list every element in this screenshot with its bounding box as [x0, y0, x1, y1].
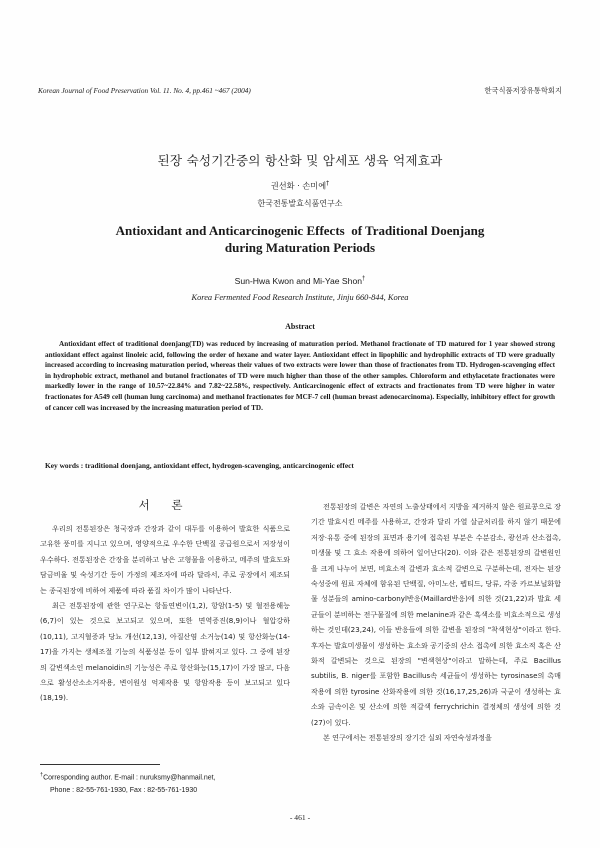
corresponding-mark: † [326, 180, 330, 187]
page-number: - 461 - [289, 813, 311, 822]
society-name: 한국식품저장유통학회지 [484, 86, 562, 95]
paragraph: 우리의 전통된장은 청국장과 간장과 같이 대두를 이용하여 발효한 식품으로 고유한 풍미를 지니고 있으며, 영양적으로 우수한 단백질 공급원으로서 저장성이 우수하다. 전통된장은 간장을 분리하고 남은 고형물을 이용하고, 메주의 발효도와 담금비율 및 숙성기간 등이 가정의 제조자에 따라 달라서, 주로 공장에서 제조되는 종국된장에 비하여 제품에 따라 품질 차이가 많이 나타난다. [40, 524, 290, 595]
footnote [40, 769, 300, 797]
korean-affiliation: 한국전통발효식품연구소 [257, 199, 343, 208]
footnote-email: Corresponding author. E-mail : nuruksmy@hanmail.net, [43, 774, 216, 782]
english-affiliation: Korea Fermented Food Research Institute, Jinju 660-844, Korea [191, 293, 409, 302]
english-title-line1: Antioxidant and Anticarcinogenic Effects of Traditional Doenjang [115, 223, 485, 238]
english-title-line2: during Maturation Periods [224, 240, 376, 255]
footnote-mark: † [40, 772, 44, 778]
section-heading-introduction: 서 론 [138, 498, 192, 512]
footnote-line [40, 769, 300, 784]
journal-citation: Korean Journal of Food Preservation Vol. 11. No. 4, pp.461 ~467 (2004) [38, 86, 251, 95]
english-title [60, 222, 540, 256]
english-authors-names: Sun-Hwa Kwon and Mi-Yae Shon [234, 276, 363, 286]
paragraph: 전통된장의 갈변은 자연의 노출상태에서 지방을 제거하지 않은 원료콩으로 장기간 발효시킨 메주를 사용하고, 간장과 달리 가열 살균처리를 하지 않기 때문에 저장·유통 중에 된장의 표면과 용기에 접촉된 부분은 수분감소, 광선과 산소접촉, 미생물 및 그 효소 작용에 의하여 일어난다(20). 이와 같은 전통된장의 갈변원인을 크게 나누어 보면, 비효소적 갈변과 효소적 갈변으로 구분하는데, 전자는 된장 숙성중에 원료 자체에 함유된 단백질, 아미노산, 펩티드, 당류, 각종 카르보닐화합물 성분들의 amino-carbonyl반응(Maillard반응)에 의한 것(21,22)과 발효 세균들이 분비하는 전구물질에 의한 melanine과 같은 흑색소를 비효소적으로 생성하는 것인데(23,24), 이들 반응들에 의한 갈변을 된장의 "착색현상"이라고 한다. 후자는 발효미생물이 생성하는 효소와 공기중의 산소 접촉에 의한 효소적 혹은 산화적 갈변되는 것으로 된장의 "변색현상"이라고 말하는데, 주로 Bacillus subtilis, B. niger를 포함한 Bacillus속 세균들이 생성하는 tyrosinase의 촉매작용에 의한 tyrosine 산화작용에 의한 것(16,17,25,26)과 국균이 생성하는 효소와 금속이온 및 산소에 의한 적갈색 ferrychrichin 결정체의 생성에 의한 것(27)이 있다. [311, 502, 561, 727]
english-authors [0, 276, 600, 286]
paragraph: 최근 전통된장에 관한 연구로는 항돌연변이(1,2), 항암(1-5) 및 혈전용해능(6,7)이 있는 것으로 보고되고 있으며, 또한 면역증진(8,9)이나 혈압강하 (10,11), 고지혈증과 당뇨 개선(12,13), 아질산염 소거능(14) 및 항산화능(14-17)을 가지는 생체조절 기능의 식품성분 등이 일부 밝혀지고 있다. 그 중에 된장의 갈변색소인 melanoidin의 기능성은 주로 항산화능(15,17)이 가장 많고, 다음으로 활성산소소거작용, 변이원성 억제작용 및 항암작용 등이 보고되고 있다(18,19). [40, 601, 290, 703]
footnote-divider [40, 764, 160, 765]
right-column [311, 499, 561, 746]
footnote-phone: Phone : 82-55-761-1930, Fax : 82-55-761-1930 [50, 787, 198, 795]
korean-authors [0, 180, 600, 192]
paragraph: 본 연구에서는 전통된장의 장기간 실외 자연숙성과정을 [323, 733, 492, 743]
abstract-heading: Abstract [285, 322, 315, 331]
abstract-text: Antioxidant effect of traditional doenjang(TD) was reduced by increasing of maturation period. Methanol fractionate of TD matured for 1 year showed strong antioxidant effect against linoleic acid, following the order of hexane and water layer. Antioxidant effect in lipophilic and hydrophilic extracts of TD were gradually increased according to increasing maturation period, whereas their values of two extracts were lower than those of fractionates from TD. Hydrogen-scavenging effect in hydrophobic extract, methanol and butanol fractionates of TD were much higher than those of the other samples. Chloroform and ethylacetate fractionates were markedly lower in the range of 10.57~22.84% and 7.82~22.58%, respectively. Anticarcinogenic effect of extracts and fractionates from TD were higher in water fractionates for A549 cell (human lung carcinoma) and methanol fractionates for MCF-7 cell (human breast adenocarcinoma). Especially, inhibitory effect for growth of cancer cell was increased by the increasing maturation period of TD. [45, 340, 555, 412]
korean-title: 된장 숙성기간중의 항산화 및 암세포 생육 억제효과 [157, 153, 443, 168]
left-column [40, 521, 290, 706]
corresponding-mark-en: † [362, 276, 366, 283]
korean-authors-names: 권선화 · 손미예 [270, 180, 327, 191]
keywords: Key words : traditional doenjang, antioxidant effect, hydrogen-scavenging, anticarcinogenic effect [45, 461, 354, 470]
